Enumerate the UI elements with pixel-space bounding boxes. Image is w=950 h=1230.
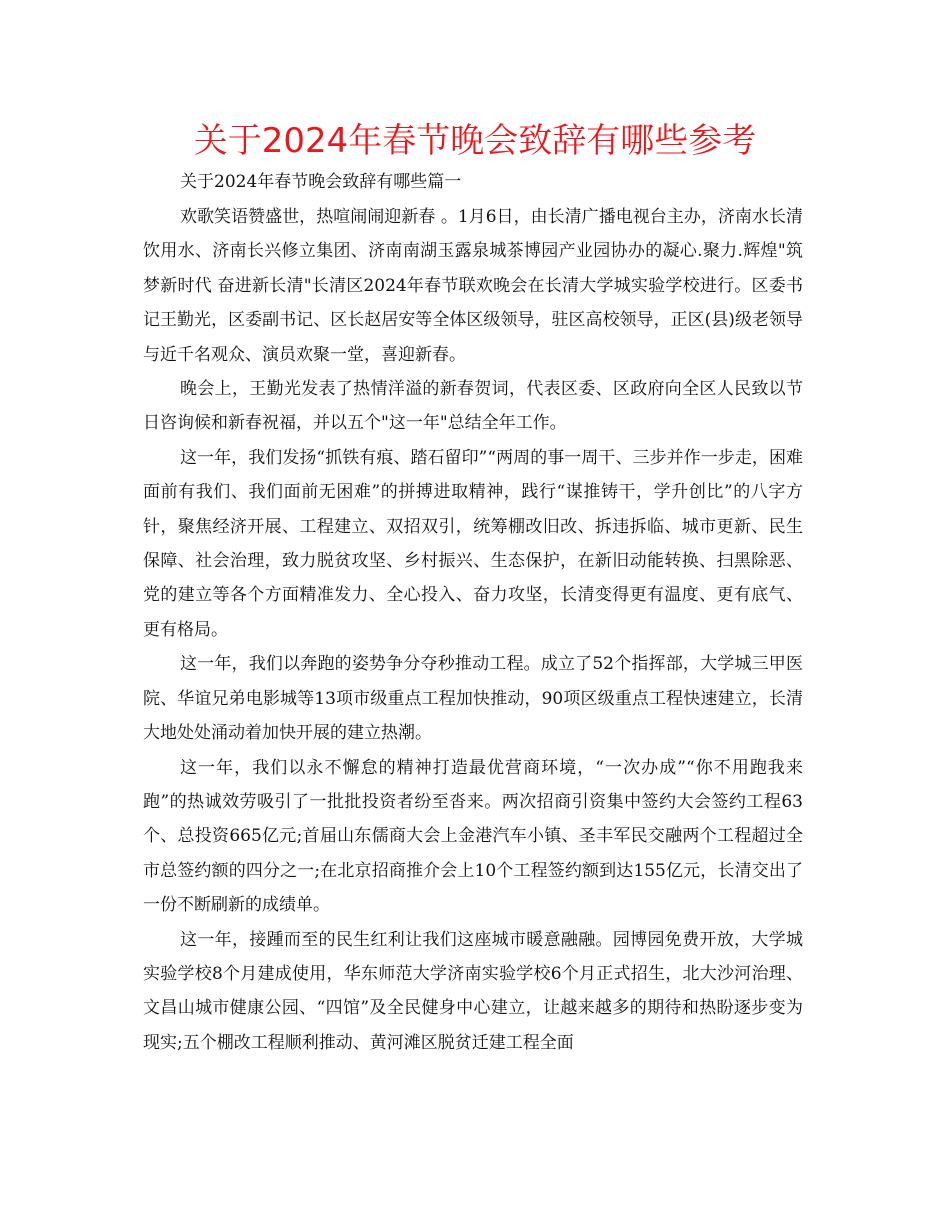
paragraph-4: 这一年，我们以奔跑的姿势争分夺秒推动工程。成立了52个指挥部，大学城三甲医院、华谊兄弟电影城等13项市级重点工程加快推动，90项区级重点工程快速建立，长清大地处处涌动着加快开展的建立热潮。 [143, 654, 803, 744]
paragraph-6: 这一年，接踵而至的民生红利让我们这座城市暖意融融。园博园免费开放，大学城实验学校8个月建成使用，华东师范大学济南实验学校6个月正式招生，北大沙河治理、文昌山城市健康公园、“四馆”及全民健身中心建立，让越来越多的期待和热盼逐步变为现实;五个棚改工程顺利推动、黄河滩区脱贫迁建工程全面 [143, 929, 803, 1053]
paragraph-2: 晚会上，王勤光发表了热情洋溢的新春贺词，代表区委、区政府向全区人民致以节日咨询候和新春祝福，并以五个"这一年"总结全年工作。 [143, 379, 803, 434]
document-subtitle: 关于2024年春节晚会致辞有哪些篇一 [180, 172, 462, 192]
paragraph-5: 这一年，我们以永不懈怠的精神打造最优营商环境，“一次办成”“你不用跑我来跑”的热诚效劳吸引了一批批投资者纷至沓来。两次招商引资集中签约大会签约工程63个、总投资665亿元;首届山东儒商大会上金港汽车小镇、圣丰军民交融两个工程超过全市总签约额的四分之一;在北京招商推介会上10个工程签约额到达155亿元，长清交出了一份不断刷新的成绩单。 [143, 757, 803, 916]
paragraph-3: 这一年，我们发扬“抓铁有痕、踏石留印”“两周的事一周干、三步并作一步走，困难面前有我们、我们面前无困难”的拼搏进取精神，践行“谋推铸干，学升创比”的八字方针，聚焦经济开展、工程建立、双招双引，统筹棚改旧改、拆违拆临、城市更新、民生保障、社会治理，致力脱贫攻坚、乡村振兴、生态保护，在新旧动能转换、扫黑除恶、党的建立等各个方面精准发力、全心投入、奋力攻坚，长清变得更有温度、更有底气、更有格局。 [143, 447, 803, 640]
document-body [143, 200, 803, 1060]
paragraph-1: 欢歌笑语赞盛世，热喧闹闹迎新春 。1月6日，由长清广播电视台主办，济南水长清饮用水、济南长兴修立集团、济南南湖玉露泉城茶博园产业园协办的凝心.聚力.辉煌"筑梦新时代 奋进新长清"长清区2024年春节联欢晚会在长清大学城实验学校进行。区委书记王勤光，区委副书记、区长赵居安等全体区级领导，驻区高校领导，正区(县)级老领导与近千名观众、演员欢聚一堂，喜迎新春。 [143, 207, 803, 365]
document-title: 关于2024年春节晚会致辞有哪些参考 [193, 121, 757, 161]
